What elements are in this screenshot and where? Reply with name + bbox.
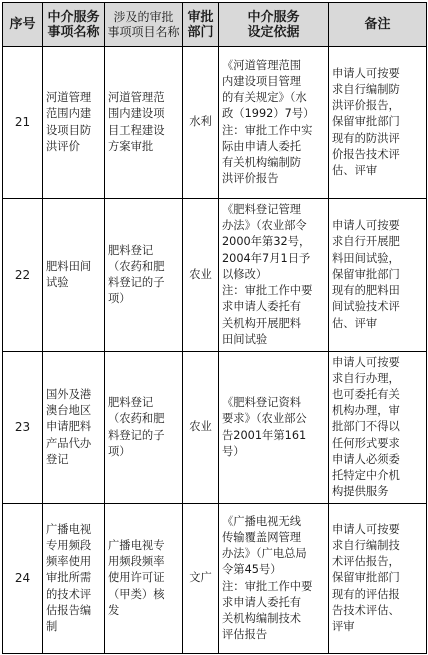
note-cell: 申请人可按要 求自行编制防 洪评价报告， 保留审批部门 现有的防洪评 价报告技术评 估、评审 bbox=[329, 47, 427, 199]
header-basis: 中介服务 设定依据 bbox=[219, 3, 329, 47]
note-cell: 申请人可按要 求自行开展肥 料田间试验， 保留审批部门 现有的肥料田 间试验技术评 估、评审 bbox=[329, 199, 427, 352]
approval-item-cell: 河道管理范 围内建设项 目工程建设 方案审批 bbox=[105, 47, 183, 199]
header-note: 备注 bbox=[329, 3, 427, 47]
row-number: 23 bbox=[3, 352, 43, 504]
service-name-cell: 河道管理 范围内建 设项目防 洪评价 bbox=[43, 47, 105, 199]
department-cell: 农业 bbox=[183, 352, 219, 504]
table-row bbox=[3, 47, 427, 199]
service-name-cell: 广播电视 专用频段 频率使用 审批所需 的技术评 估报告编 制 bbox=[43, 504, 105, 654]
header-no: 序号 bbox=[3, 3, 43, 47]
row-number: 24 bbox=[3, 504, 43, 654]
service-name-cell: 国外及港 澳台地区 申请肥料 产品代办 登记 bbox=[43, 352, 105, 504]
header-approval-item: 涉及的审批 事项项目名称 bbox=[105, 3, 183, 47]
table-row bbox=[3, 199, 427, 352]
intermediary-services-table bbox=[2, 2, 427, 654]
department-cell: 文广 bbox=[183, 504, 219, 654]
basis-cell: 《肥料登记管理 办法》（农业部令 2000年第32号， 2004年7月1日予 以修改） 注：审批工作中要 求申请人委托有 关机构开展肥料 田间试验 bbox=[219, 199, 329, 352]
approval-item-cell: 广播电视专 用频段频率 使用许可证 （甲类）核 发 bbox=[105, 504, 183, 654]
table-row bbox=[3, 504, 427, 654]
department-cell: 农业 bbox=[183, 199, 219, 352]
approval-item-cell: 肥料登记 （农药和肥 料登记的子 项） bbox=[105, 352, 183, 504]
approval-item-cell: 肥料登记 （农药和肥 料登记的子 项） bbox=[105, 199, 183, 352]
table-header-row bbox=[3, 3, 427, 47]
note-cell: 申请人可按要 求自行编制技 术评估报告， 保留审批部门 现有的评估报 告技术评估、 评审 bbox=[329, 504, 427, 654]
row-number: 21 bbox=[3, 47, 43, 199]
department-cell: 水利 bbox=[183, 47, 219, 199]
row-number: 22 bbox=[3, 199, 43, 352]
table-row bbox=[3, 352, 427, 504]
basis-cell: 《广播电视无线 传输覆盖网管理 办法》（广电总局 令第45号） 注：审批工作中要 求申请人委托有 关机构编制技术 评估报告 bbox=[219, 504, 329, 654]
service-name-cell: 肥料田间 试验 bbox=[43, 199, 105, 352]
header-department: 审批 部门 bbox=[183, 3, 219, 47]
basis-cell: 《肥料登记资料 要求》（农业部公 告2001年第161 号） bbox=[219, 352, 329, 504]
note-cell: 申请人可按要 求自行办理， 也可委托有关 机构办理，审 批部门不得以 任何形式要求 申请人必须委 托特定中介机 构提供服务 bbox=[329, 352, 427, 504]
header-service-name: 中介服务 事项名称 bbox=[43, 3, 105, 47]
basis-cell: 《河道管理范围 内建设项目管理 的有关规定》（水 政（1992）7号） 注：审批工作中实 际由申请人委托 有关机构编制防 洪评价报告 bbox=[219, 47, 329, 199]
